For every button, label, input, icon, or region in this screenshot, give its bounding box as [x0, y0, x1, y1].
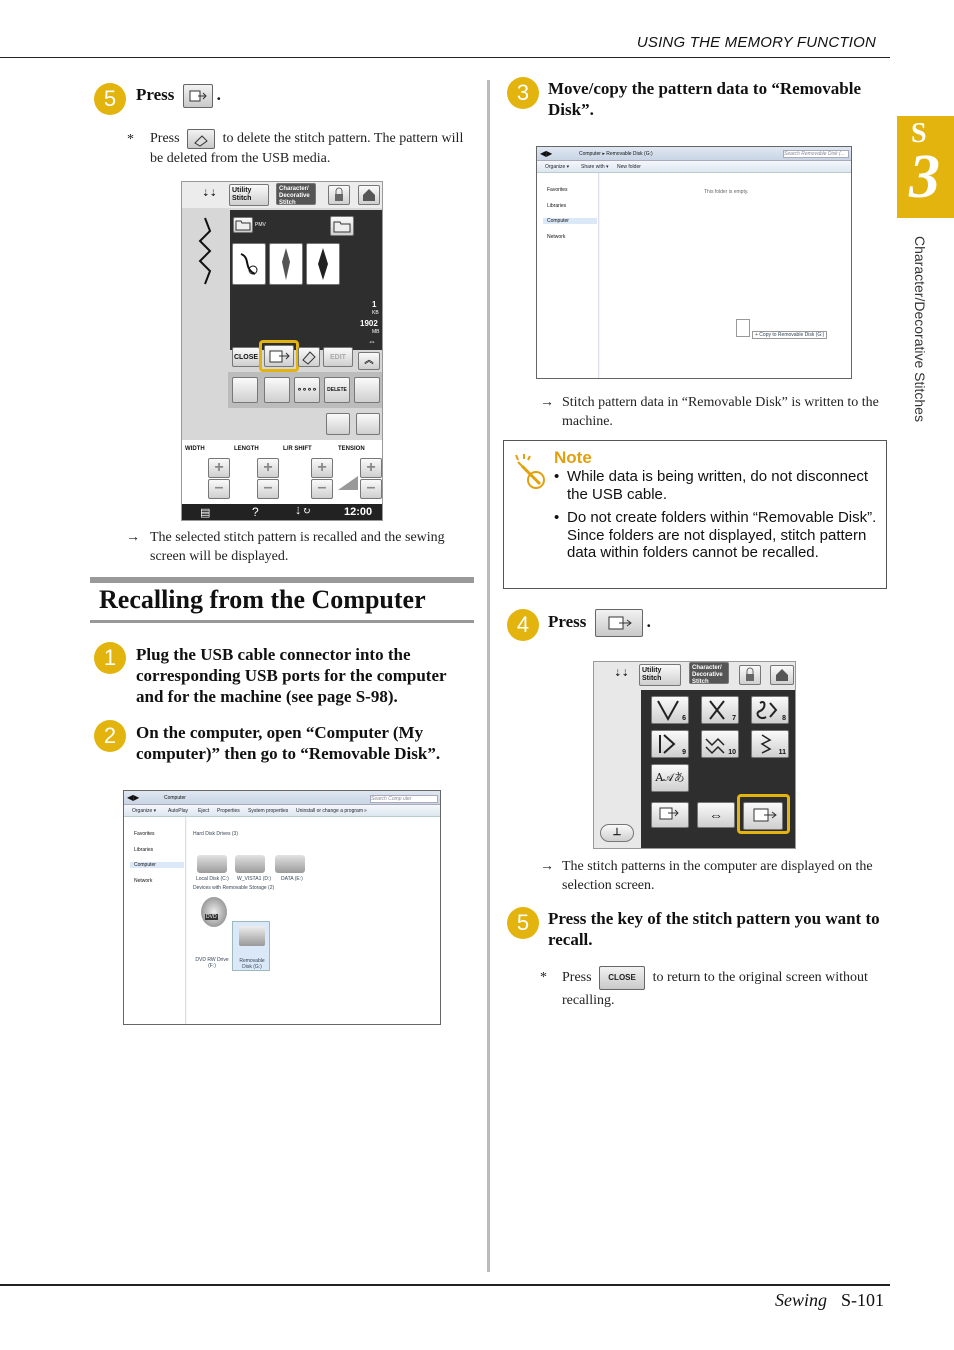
home-button[interactable] [358, 185, 380, 205]
threading-button[interactable]: ⊥ [600, 824, 634, 842]
note-asterisk: * [540, 970, 547, 985]
footer-section: Sewing [774, 1290, 827, 1310]
step-number: 5 [507, 907, 539, 939]
delete-label-button[interactable]: DELETE [324, 377, 350, 403]
category-button-6[interactable]: 6 [651, 696, 689, 724]
address-path[interactable]: Computer ▸ Removable Disk (G:) [579, 151, 653, 157]
chapter-tab [897, 116, 954, 218]
result-arrow: → [540, 859, 554, 874]
toolbar-eject[interactable]: Eject [198, 808, 210, 814]
nav-favorites[interactable]: Favorites [134, 831, 155, 837]
lock-button[interactable] [739, 665, 761, 685]
column-divider [487, 80, 490, 1272]
stitch-length-icon[interactable] [264, 377, 290, 403]
drive-d-label: W_VISTA1 (D:) [237, 876, 272, 882]
step-instruction: Press . [136, 84, 221, 108]
label-lr-shift: L/R SHIFT [283, 446, 312, 452]
running-header: USING THE MEMORY FUNCTION [636, 34, 876, 51]
step-number: 5 [94, 83, 126, 115]
mb-unit: MB [372, 329, 380, 335]
empty-folder-message: This folder is empty. [704, 189, 749, 195]
stored-pattern-1[interactable] [232, 243, 266, 285]
section-title: Recalling from the Computer [99, 585, 426, 614]
header-rule [0, 57, 890, 58]
note-title: Note [554, 448, 592, 467]
label-length: LENGTH [234, 446, 259, 452]
toolbar-uninstall[interactable]: Uninstall or change a program [296, 808, 363, 814]
memory-icon[interactable] [356, 413, 380, 435]
edit-button[interactable]: EDIT [323, 347, 353, 367]
explorer-window-removable [536, 146, 852, 379]
bobbin-icon[interactable] [232, 377, 258, 403]
search-box[interactable]: Search Removable Disk (... [783, 150, 849, 158]
needle-icon: ⇣⇣ [202, 188, 218, 198]
label-tension: TENSION [338, 446, 365, 452]
dvd-drive-label: DVD RW Drive (F:) [195, 957, 229, 969]
note-list [554, 468, 882, 568]
label-width: WIDTH [185, 446, 205, 452]
delete-button-icon [187, 129, 215, 149]
tab-utility-stitch[interactable]: Utility Stitch [229, 184, 269, 206]
recall-button-icon [183, 84, 213, 108]
close-button[interactable]: CLOSE [232, 347, 260, 367]
book-icon[interactable] [326, 413, 350, 435]
tension-minus-button[interactable]: – [360, 479, 382, 499]
removable-disk-icon [239, 926, 265, 946]
help-button[interactable]: ? [252, 505, 259, 519]
width-plus-button[interactable]: + [208, 458, 230, 478]
nav-computer[interactable]: Computer [130, 862, 184, 868]
toolbar [124, 805, 440, 817]
tab-decorative-stitch[interactable]: Character/ Decorative Stitch [276, 183, 316, 205]
close-button-icon: CLOSE [599, 966, 645, 990]
file-pane [600, 173, 851, 378]
width-minus-button[interactable]: – [208, 479, 230, 499]
kb-unit: KB [372, 310, 379, 316]
stored-pattern-2[interactable] [269, 243, 303, 285]
drive-e-label: DATA (E:) [281, 876, 303, 882]
toolbar-new-folder[interactable]: New folder [617, 164, 641, 170]
needle-icon: ⇣⇣ [614, 668, 630, 678]
page-number: S-101 [840, 1290, 884, 1310]
highlight-recall-button [259, 340, 299, 372]
result-arrow: → [126, 530, 140, 545]
computer-usb-button-icon [595, 609, 643, 637]
footer-rule [0, 1284, 890, 1286]
note-asterisk: * [127, 132, 134, 147]
note-item: • Do not create folders within “Removable Disk”. Since folders are not displayed, stitch pattern data within folders cannot be recalled. [554, 509, 882, 562]
toolbar-organize[interactable]: Organize ▾ [545, 164, 570, 170]
dragged-file-icon[interactable] [736, 319, 750, 337]
presser-foot-icon[interactable]: ⇣↻ [294, 506, 311, 517]
drive-c-label: Local Disk (C:) [196, 876, 229, 882]
back-forward-icon[interactable]: ◀▶ [127, 793, 140, 802]
nav-computer[interactable]: Computer [543, 218, 597, 224]
toolbar-autoplay[interactable]: AutoPlay [168, 808, 189, 814]
navigation-pane [537, 173, 599, 378]
character-font-button[interactable]: A𝒜あ [651, 764, 689, 792]
toolbar-properties[interactable]: Properties [217, 808, 240, 814]
tension-plus-button[interactable]: + [360, 458, 382, 478]
folder-icon[interactable] [233, 217, 253, 233]
page-footer [775, 1290, 884, 1311]
nav-libraries[interactable]: Libraries [134, 847, 154, 853]
delete-button[interactable] [298, 347, 320, 367]
removable-disk-selected[interactable] [232, 921, 270, 971]
length-minus-button[interactable]: – [257, 479, 279, 499]
toolbar-more[interactable]: » [364, 808, 367, 814]
toolbar-organize[interactable]: Organize ▾ [132, 808, 157, 814]
nav-network[interactable]: Network [134, 878, 153, 884]
nav-libraries[interactable]: Libraries [547, 203, 567, 209]
group-removable: Devices with Removable Storage (2) [193, 885, 275, 891]
stitch-preview-icon [198, 216, 212, 286]
machine-screen-recall [181, 181, 383, 521]
shift-minus-button[interactable]: – [311, 479, 333, 499]
machine-screen-selection [593, 661, 796, 849]
machine-memory-button[interactable] [651, 802, 689, 828]
tab-utility-stitch[interactable]: Utility Stitch [639, 664, 681, 686]
step-instruction: Press . [548, 609, 651, 637]
search-box[interactable]: Search Comp uter [370, 795, 438, 803]
explorer-window-computer [123, 790, 441, 1025]
folder-name: PMV [255, 222, 266, 228]
category-button-9[interactable]: 9 [651, 730, 689, 758]
mb-value: 1902 [360, 319, 378, 328]
stored-pattern-3[interactable] [306, 243, 340, 285]
section-rule [90, 620, 474, 623]
toolbar-system-properties[interactable]: System properties [248, 808, 289, 814]
step-instruction: Plug the USB cable connector into the corresponding USB ports for the computer and for the machine (see page S-98). [136, 645, 447, 706]
length-plus-button[interactable]: + [257, 458, 279, 478]
delete-note: Press to delete the stitch pattern. The pattern will be deleted from the USB media. [150, 129, 470, 168]
home-button[interactable] [770, 665, 794, 685]
category-button-7[interactable]: 7 [701, 696, 739, 724]
group-hard-disks: Hard Disk Drives (3) [193, 831, 239, 837]
chapter-side-title: Character/Decorative Stitches [912, 236, 928, 422]
dvd-drive-icon[interactable]: DVD [201, 897, 227, 927]
back-forward-icon[interactable]: ◀▶ [540, 149, 553, 158]
step-number: 3 [507, 77, 539, 109]
step-instruction: On the computer, open “Computer (My computer)” then go to “Removable Disk”. [136, 723, 441, 763]
copy-tooltip: + Copy to Removable Disk (G:) [752, 331, 827, 339]
step-instruction: Press the key of the stitch pattern you want to recall. [548, 909, 880, 949]
clock-display: 12:00 [344, 506, 373, 518]
chapter-number: 3 [909, 143, 940, 211]
result-text: The selected stitch pattern is recalled and the sewing screen will be displayed. [150, 530, 445, 564]
pen-icon[interactable] [354, 377, 380, 403]
drive-e-icon[interactable] [275, 855, 305, 873]
drive-c-icon[interactable] [197, 855, 227, 873]
result-text: Stitch pattern data in “Removable Disk” is written to the machine. [562, 395, 879, 429]
tension-gauge-icon [338, 476, 358, 490]
toolbar-share-with[interactable]: Share with ▾ [581, 164, 609, 170]
result-arrow: → [540, 395, 554, 410]
step-number: 1 [94, 642, 126, 674]
kb-value: 1 [372, 300, 377, 309]
toolbar [537, 161, 851, 173]
highlight-computer-usb-button [737, 794, 790, 834]
step-number: 2 [94, 720, 126, 752]
note-pencil-icon [514, 452, 546, 490]
address-path[interactable]: Computer [164, 795, 186, 801]
dots-icon[interactable]: ∘∘∘∘ [294, 377, 320, 403]
folder-up-button[interactable] [330, 216, 354, 236]
category-button-11[interactable]: 11 [751, 730, 789, 758]
address-bar [124, 791, 440, 805]
nav-favorites[interactable]: Favorites [547, 187, 568, 193]
section-band [90, 577, 474, 583]
result-text: The stitch patterns in the computer are displayed on the selection screen. [562, 859, 873, 893]
drive-d-icon[interactable] [235, 855, 265, 873]
navigation-pane [124, 817, 186, 1024]
category-button-8[interactable]: 8 [751, 696, 789, 724]
file-pane [187, 817, 440, 1024]
tab-decorative-stitch[interactable]: Character/ Decorative Stitch [689, 662, 729, 684]
nav-network[interactable]: Network [547, 234, 566, 240]
address-bar [537, 147, 851, 161]
menu-icon[interactable]: ▤ [200, 507, 211, 519]
lock-button[interactable] [328, 185, 350, 205]
close-note: Press CLOSE to return to the original screen without recalling. [562, 966, 886, 1011]
chapter-letter: S [911, 118, 927, 149]
note-item: • While data is being written, do not disconnect the USB cable. [554, 468, 882, 503]
shift-plus-button[interactable]: + [311, 458, 333, 478]
removable-disk-label: Removable Disk (G:) [239, 958, 265, 970]
category-button-10[interactable]: 10 [701, 730, 739, 758]
scroll-up-icon[interactable]: ︽ [358, 352, 380, 370]
step-number: 4 [507, 609, 539, 641]
usb-media-button[interactable]: ⇔ [697, 802, 735, 828]
usb-media-icon: ⇔ [368, 337, 376, 346]
step-instruction: Move/copy the pattern data to “Removable Disk”. [548, 79, 862, 119]
